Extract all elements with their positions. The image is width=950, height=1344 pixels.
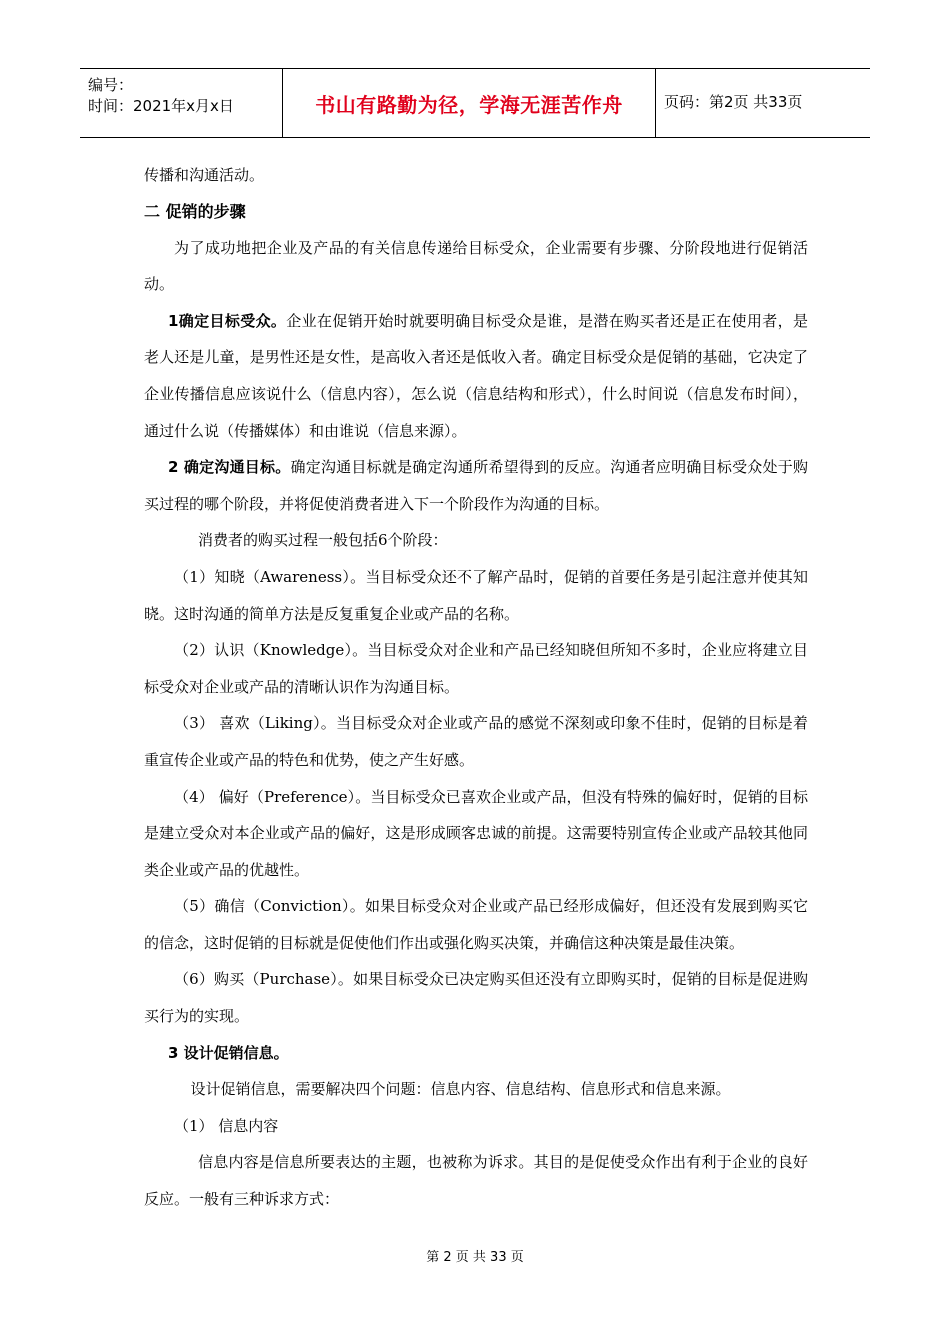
paragraph-stage5: （5）确信（Conviction）。如果目标受众对企业或产品已经形成偏好，但还没有发展到购买它的信念，这时促销的目标就是促使他们作出或强化购买决策，并确信这种决策是最佳决策。 (144, 897, 808, 952)
step1-title: 1确定目标受众。 (168, 311, 287, 330)
step3-title: 3 设计促销信息。 (168, 1043, 289, 1062)
step2-text: 确定沟通目标就是确定沟通所希望得到的反应。沟通者应明确目标受众处于购买过程的哪个阶段，并将促使消费者进入下一个阶段作为沟通的目标。 (144, 458, 808, 513)
paragraph-intro: 为了成功地把企业及产品的有关信息传递给目标受众，企业需要有步骤、分阶段地进行促销活动。 (144, 238, 808, 294)
motto: 书山有路勤为径，学海无涯苦作舟 (315, 92, 623, 117)
paragraph-stage3: （3） 喜欢（Liking）。当目标受众对企业或产品的感觉不深刻或印象不佳时，促销的目标是着重宣传企业或产品的特色和优势，使之产生好感。 (144, 714, 808, 769)
paragraph-info-content: 信息内容是信息所要表达的主题，也被称为诉求。其目的是促使受众作出有利于企业的良好反应。一般有三种诉求方式： (144, 1153, 808, 1209)
paragraph-stage2: （2）认识（Knowledge）。当目标受众对企业和产品已经知晓但所知不多时，企业应将建立目标受众对企业或产品的清晰认识作为沟通目标。 (144, 641, 808, 696)
page-number-label: 页码：第2页 共33页 (664, 93, 803, 111)
paragraph-stages-intro: 消费者的购买过程一般包括6个阶段： (198, 531, 448, 550)
footer-page-number: 第 2 页 共 33 页 (426, 1250, 524, 1265)
subheading-info-content: （1） 信息内容 (174, 1116, 279, 1135)
number-label: 编号： (88, 76, 134, 94)
page-footer (0, 1246, 950, 1265)
date-label: 时间：2021年x月x日 (88, 97, 234, 115)
paragraph-continuation: 传播和沟通活动。 (144, 166, 265, 184)
step2-title: 2 确定沟通目标。 (168, 458, 291, 477)
header-left (88, 75, 234, 117)
paragraph-stage4: （4） 偏好（Preference）。当目标受众已喜欢企业或产品，但没有特殊的偏好时，促销的目标是建立受众对本企业或产品的偏好，这是形成顾客忠诚的前提。这需要特别宣传企业或产品较其他同类企业或产品的优越性。 (144, 787, 808, 879)
step1-text: 企业在促销开始时就要明确目标受众是谁，是潜在购买者还是正在使用者，是老人还是儿童，是男性还是女性，是高收入者还是低收入者。确定目标受众是促销的基础，它决定了企业传播信息应该说什么（信息内容），怎么说（信息结构和形式），什么时间说（信息发布时间），通过什么说（传播媒体）和由谁说（信息来源）。 (144, 311, 808, 440)
header-motto-cell (282, 69, 656, 137)
paragraph-stage1: （1）知晓（Awareness）。当目标受众还不了解产品时，促销的首要任务是引起注意并使其知晓。这时沟通的简单方法是反复重复企业或产品的名称。 (144, 567, 808, 623)
paragraph-step3: 设计促销信息，需要解决四个问题：信息内容、信息结构、信息形式和信息来源。 (190, 1080, 731, 1099)
document-body (144, 157, 808, 1218)
paragraph-stage6: （6）购买（Purchase）。如果目标受众已决定购买但还没有立即购买时，促销的目标是促进购买行为的实现。 (144, 970, 808, 1026)
paragraph-step2 (144, 449, 808, 522)
page-header (80, 68, 870, 138)
paragraph-step1 (144, 303, 808, 449)
section-heading: 二 促销的步骤 (144, 201, 246, 221)
